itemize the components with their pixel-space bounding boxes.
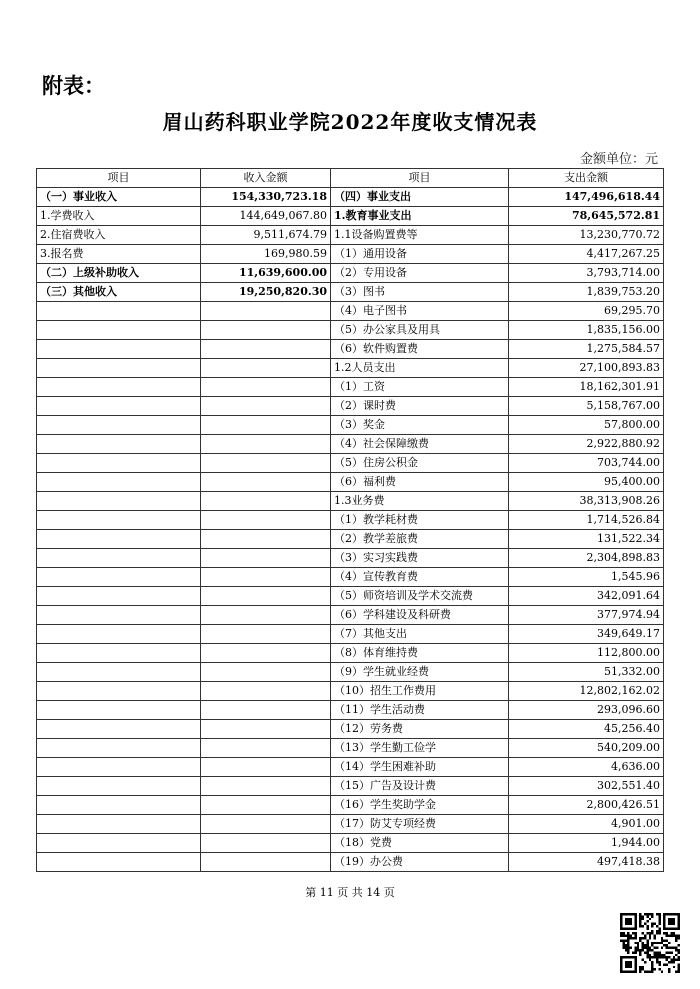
income-amount (201, 397, 331, 416)
expense-amount: 38,313,908.26 (509, 492, 664, 511)
expense-amount: 18,162,301.91 (509, 378, 664, 397)
attachment-label: 附表： (42, 73, 105, 98)
expense-amount: 1,835,156.00 (509, 321, 664, 340)
expense-amount: 703,744.00 (509, 454, 664, 473)
income-amount: 169,980.59 (201, 245, 331, 264)
expense-amount: 51,332.00 (509, 663, 664, 682)
table-row (37, 834, 664, 853)
income-label (37, 815, 201, 834)
expense-label: （13）学生勤工俭学 (331, 739, 509, 758)
income-label (37, 796, 201, 815)
income-amount (201, 435, 331, 454)
income-amount (201, 511, 331, 530)
income-label (37, 492, 201, 511)
expense-label: （11）学生活动费 (331, 701, 509, 720)
income-label (37, 473, 201, 492)
table-row (37, 720, 664, 739)
expense-amount: 2,800,426.51 (509, 796, 664, 815)
income-amount (201, 720, 331, 739)
income-amount (201, 739, 331, 758)
expense-label: （19）办公费 (331, 853, 509, 872)
income-amount: 19,250,820.30 (201, 283, 331, 302)
table-row (37, 739, 664, 758)
income-amount (201, 834, 331, 853)
income-label (37, 720, 201, 739)
table-row (37, 264, 664, 283)
income-amount (201, 416, 331, 435)
income-amount (201, 758, 331, 777)
expense-label: （7）其他支出 (331, 625, 509, 644)
expense-label: （2）教学差旅费 (331, 530, 509, 549)
income-label: （一）事业收入 (37, 188, 201, 207)
income-amount (201, 302, 331, 321)
income-label (37, 853, 201, 872)
expense-amount: 1,839,753.20 (509, 283, 664, 302)
income-amount (201, 530, 331, 549)
expense-label: （4）宣传教育费 (331, 568, 509, 587)
expense-label: （12）劳务费 (331, 720, 509, 739)
income-amount (201, 549, 331, 568)
income-label (37, 549, 201, 568)
expense-amount: 5,158,767.00 (509, 397, 664, 416)
table-row (37, 226, 664, 245)
income-label (37, 739, 201, 758)
expense-amount: 131,522.34 (509, 530, 664, 549)
expense-amount: 1,944.00 (509, 834, 664, 853)
expense-label: （四）事业支出 (331, 188, 509, 207)
income-label (37, 359, 201, 378)
income-amount (201, 701, 331, 720)
income-amount (201, 853, 331, 872)
expense-label: （3）奖金 (331, 416, 509, 435)
expense-amount: 27,100,893.83 (509, 359, 664, 378)
income-label (37, 321, 201, 340)
expense-amount: 1,545.96 (509, 568, 664, 587)
expense-label: （15）广告及设计费 (331, 777, 509, 796)
income-label (37, 378, 201, 397)
page-footer: 第 11 页 共 14 页 (305, 886, 395, 899)
expense-label: （3）实习实践费 (331, 549, 509, 568)
expense-label: 1.教育事业支出 (331, 207, 509, 226)
table-row (37, 492, 664, 511)
table-row (37, 302, 664, 321)
expense-amount: 1,714,526.84 (509, 511, 664, 530)
table-row (37, 530, 664, 549)
table-row (37, 606, 664, 625)
table-row (37, 663, 664, 682)
income-label (37, 834, 201, 853)
expense-amount: 2,304,898.83 (509, 549, 664, 568)
expense-label: （17）防艾专项经费 (331, 815, 509, 834)
income-label (37, 758, 201, 777)
table-row (37, 207, 664, 226)
income-amount (201, 359, 331, 378)
table-row (37, 454, 664, 473)
income-label (37, 777, 201, 796)
expense-amount: 57,800.00 (509, 416, 664, 435)
income-label (37, 682, 201, 701)
table-row (37, 340, 664, 359)
expense-amount: 147,496,618.44 (509, 188, 664, 207)
income-label: （三）其他收入 (37, 283, 201, 302)
income-amount (201, 587, 331, 606)
table-row (37, 359, 664, 378)
expense-label: （4）社会保障缴费 (331, 435, 509, 454)
income-label (37, 606, 201, 625)
expense-amount: 377,974.94 (509, 606, 664, 625)
income-amount (201, 777, 331, 796)
expense-amount: 2,922,880.92 (509, 435, 664, 454)
income-amount: 9,511,674.79 (201, 226, 331, 245)
income-label (37, 701, 201, 720)
table-header-row (37, 169, 664, 188)
income-amount: 154,330,723.18 (201, 188, 331, 207)
expense-label: （14）学生困难补助 (331, 758, 509, 777)
income-label (37, 568, 201, 587)
table-row (37, 568, 664, 587)
expense-label: （1）通用设备 (331, 245, 509, 264)
income-label: （二）上级补助收入 (37, 264, 201, 283)
table-row (37, 245, 664, 264)
expense-amount: 1,275,584.57 (509, 340, 664, 359)
expense-label: （6）学科建设及科研费 (331, 606, 509, 625)
income-amount (201, 378, 331, 397)
income-amount (201, 606, 331, 625)
expense-label: （6）福利费 (331, 473, 509, 492)
expense-amount: 4,636.00 (509, 758, 664, 777)
expense-label: （3）图书 (331, 283, 509, 302)
expense-amount: 95,400.00 (509, 473, 664, 492)
income-label (37, 663, 201, 682)
expense-amount: 497,418.38 (509, 853, 664, 872)
table-row (37, 321, 664, 340)
income-label: 1.学费收入 (37, 207, 201, 226)
income-label (37, 511, 201, 530)
table-row (37, 796, 664, 815)
income-amount (201, 663, 331, 682)
table-row (37, 283, 664, 302)
expense-amount: 302,551.40 (509, 777, 664, 796)
header-expense-item: 项目 (331, 169, 509, 188)
expense-label: （5）办公家具及用具 (331, 321, 509, 340)
expense-amount: 112,800.00 (509, 644, 664, 663)
income-amount (201, 796, 331, 815)
income-amount (201, 815, 331, 834)
income-label (37, 416, 201, 435)
table-row (37, 682, 664, 701)
expense-label: （6）软件购置费 (331, 340, 509, 359)
table-row (37, 758, 664, 777)
table-row (37, 549, 664, 568)
expense-label: （5）师资培训及学术交流费 (331, 587, 509, 606)
expense-amount: 45,256.40 (509, 720, 664, 739)
expense-label: （1）工资 (331, 378, 509, 397)
expense-amount: 12,802,162.02 (509, 682, 664, 701)
income-label (37, 644, 201, 663)
expense-label: （9）学生就业经费 (331, 663, 509, 682)
income-label (37, 530, 201, 549)
unit-label: 金额单位：元 (579, 152, 658, 167)
income-amount (201, 454, 331, 473)
expense-label: （10）招生工作费用 (331, 682, 509, 701)
expense-amount: 69,295.70 (509, 302, 664, 321)
income-label (37, 587, 201, 606)
income-label (37, 302, 201, 321)
table-row (37, 777, 664, 796)
income-label (37, 454, 201, 473)
income-label (37, 397, 201, 416)
income-amount (201, 682, 331, 701)
table-row (37, 701, 664, 720)
header-income-amount: 收入金额 (201, 169, 331, 188)
income-label (37, 340, 201, 359)
expense-amount: 13,230,770.72 (509, 226, 664, 245)
table-row (37, 853, 664, 872)
expense-amount: 4,417,267.25 (509, 245, 664, 264)
income-amount (201, 644, 331, 663)
income-amount (201, 340, 331, 359)
expense-label: （2）课时费 (331, 397, 509, 416)
expense-amount: 540,209.00 (509, 739, 664, 758)
expense-amount: 293,096.60 (509, 701, 664, 720)
page-title: 眉山药科职业学院2022年度收支情况表 (162, 110, 538, 134)
expense-amount: 3,793,714.00 (509, 264, 664, 283)
expense-label: （4）电子图书 (331, 302, 509, 321)
header-expense-amount: 支出金额 (509, 169, 664, 188)
income-amount (201, 625, 331, 644)
expense-amount: 78,645,572.81 (509, 207, 664, 226)
income-label: 2.住宿费收入 (37, 226, 201, 245)
table-row (37, 815, 664, 834)
income-label (37, 625, 201, 644)
table-row (37, 416, 664, 435)
expense-label: （1）教学耗材费 (331, 511, 509, 530)
table-row (37, 511, 664, 530)
table-row (37, 188, 664, 207)
expense-label: 1.1设备购置费等 (331, 226, 509, 245)
income-amount (201, 473, 331, 492)
table-row (37, 625, 664, 644)
income-label (37, 435, 201, 454)
header-income-item: 项目 (37, 169, 201, 188)
table-row (37, 587, 664, 606)
expense-label: （5）住房公积金 (331, 454, 509, 473)
table-row (37, 644, 664, 663)
expense-amount: 349,649.17 (509, 625, 664, 644)
table-row (37, 435, 664, 454)
expense-label: 1.2人员支出 (331, 359, 509, 378)
expense-label: （18）党费 (331, 834, 509, 853)
income-amount (201, 492, 331, 511)
table-row (37, 397, 664, 416)
budget-table (36, 168, 664, 872)
income-amount: 11,639,600.00 (201, 264, 331, 283)
income-amount: 144,649,067.80 (201, 207, 331, 226)
expense-label: （8）体育维持费 (331, 644, 509, 663)
qr-code (620, 913, 680, 973)
income-amount (201, 321, 331, 340)
expense-amount: 342,091.64 (509, 587, 664, 606)
expense-amount: 4,901.00 (509, 815, 664, 834)
expense-label: （2）专用设备 (331, 264, 509, 283)
table-row (37, 473, 664, 492)
expense-label: （16）学生奖助学金 (331, 796, 509, 815)
expense-label: 1.3业务费 (331, 492, 509, 511)
table-row (37, 378, 664, 397)
income-amount (201, 568, 331, 587)
income-label: 3.报名费 (37, 245, 201, 264)
